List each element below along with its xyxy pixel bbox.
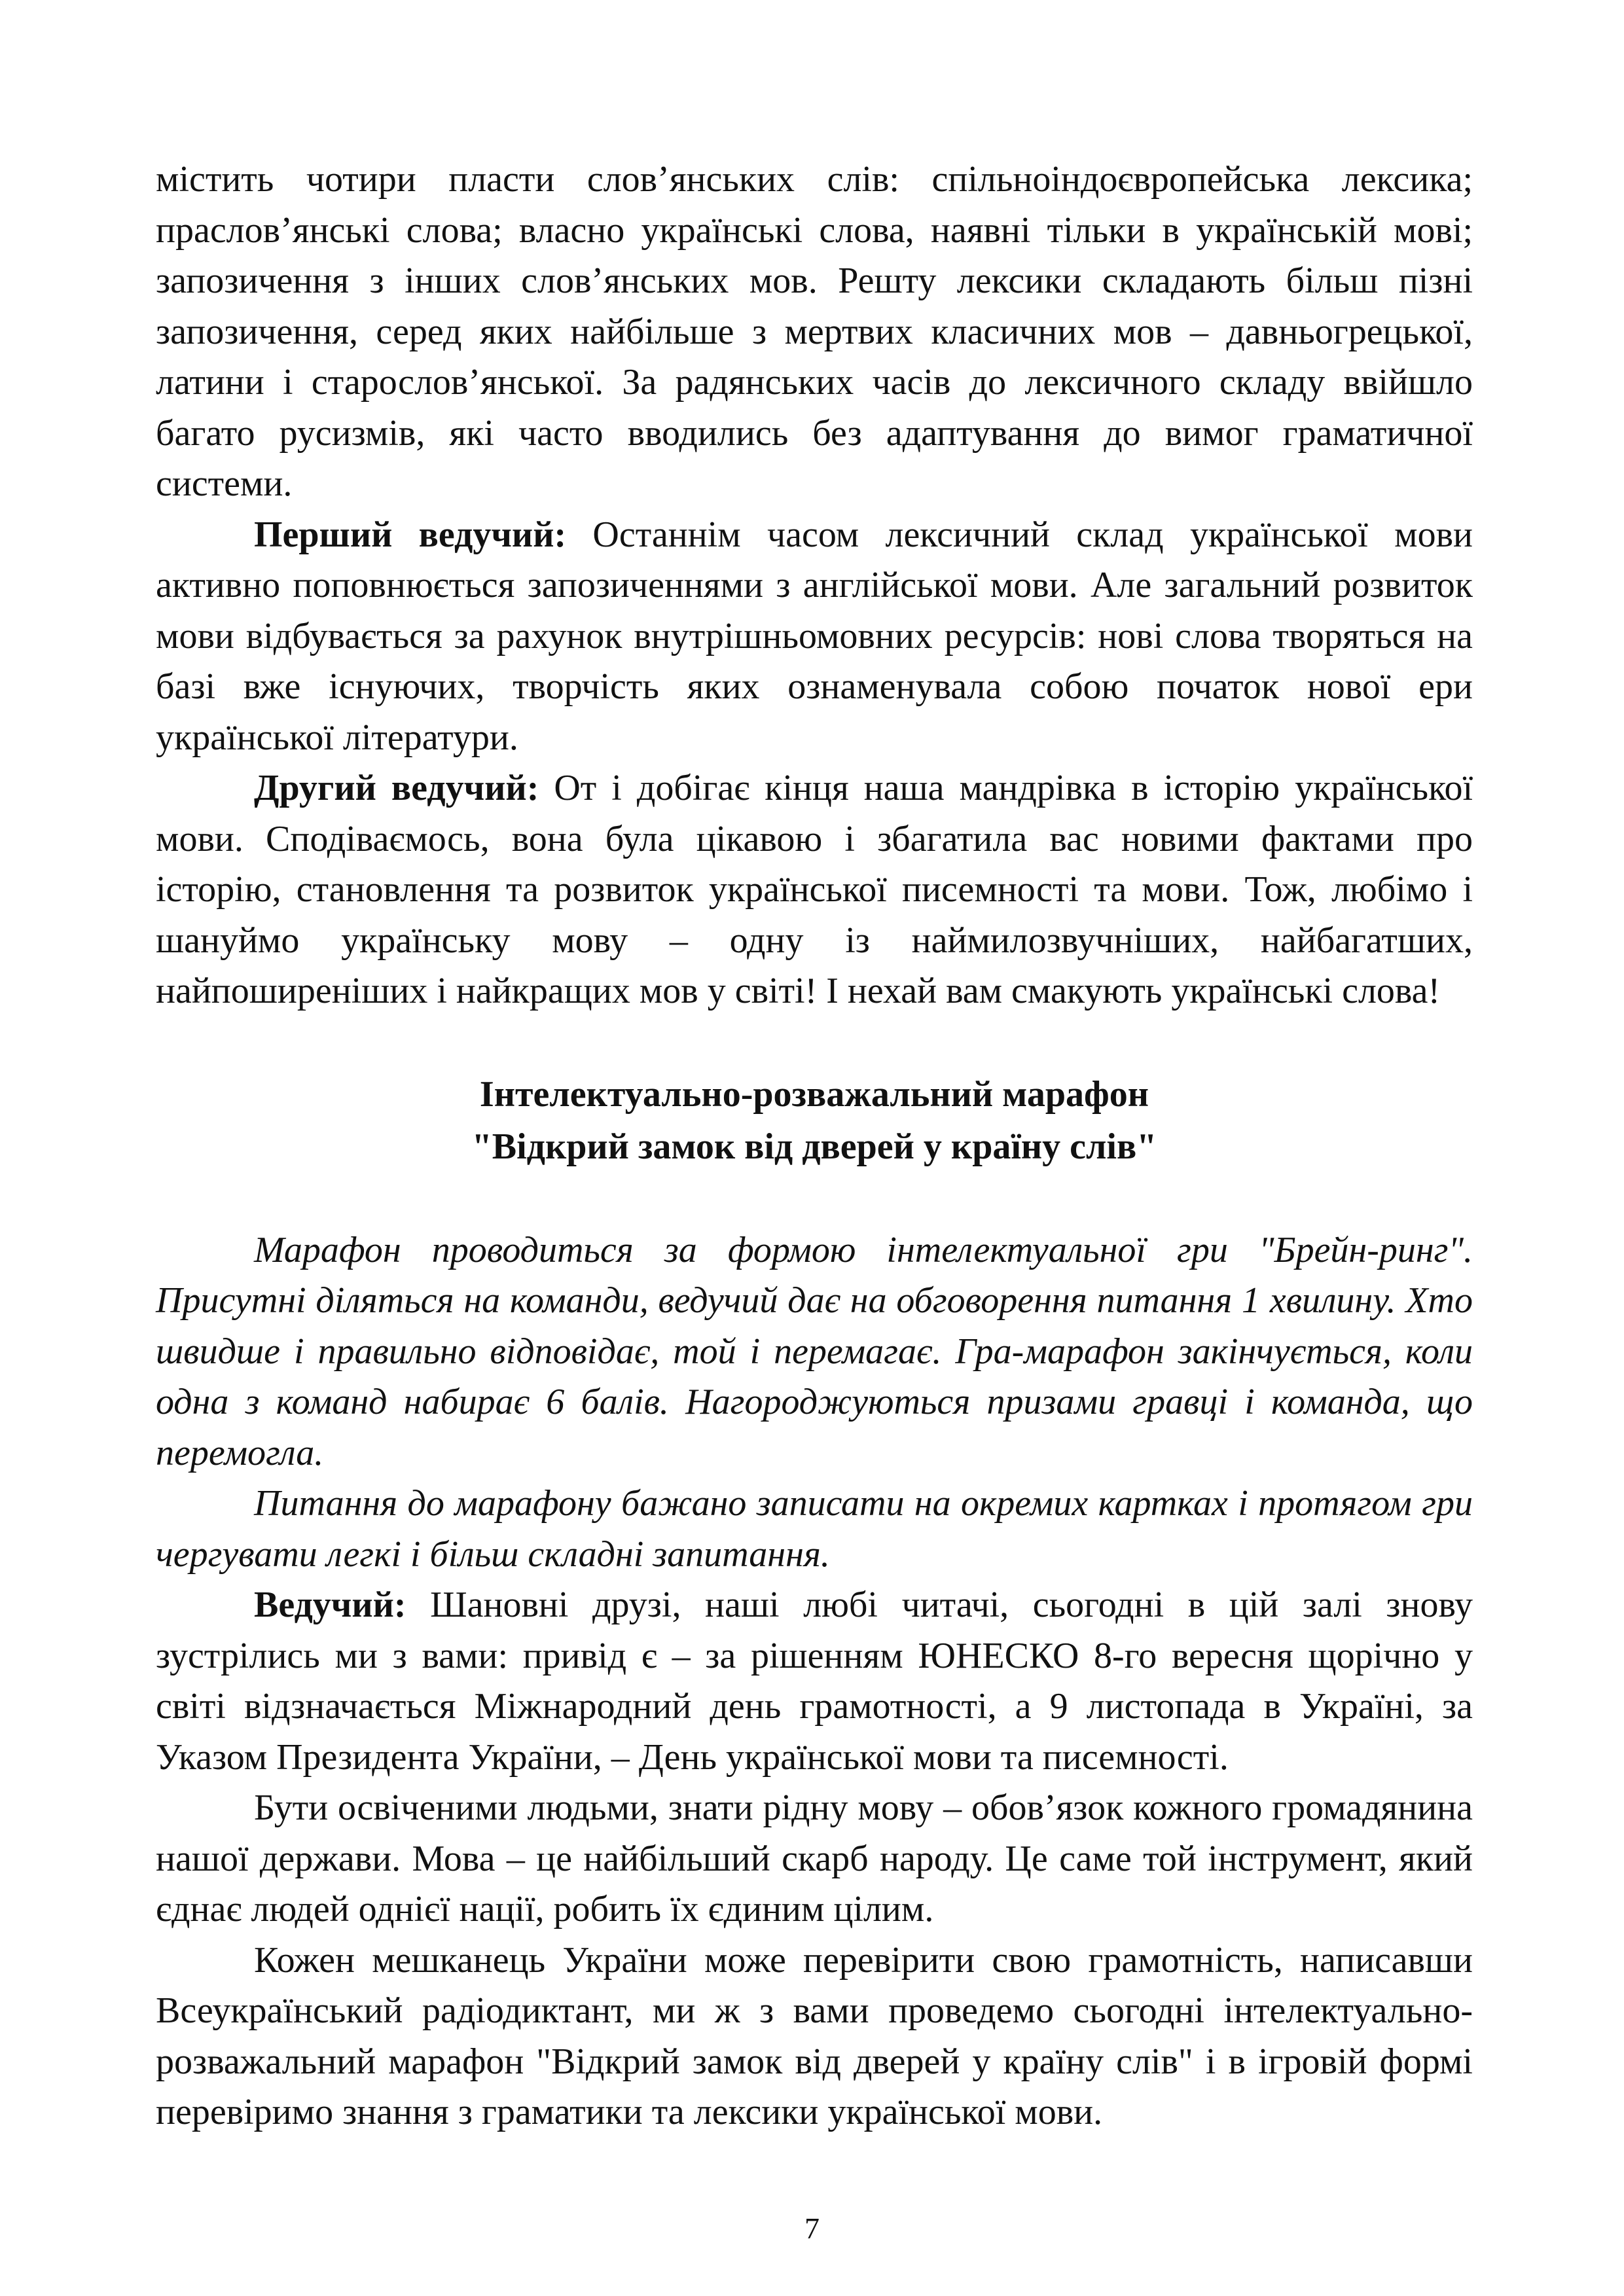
paragraph-marathon-rules: Марафон проводиться за формою інтелектуальної гри "Брейн-ринг". Присутні діляться на команди, ведучий дає на обговорення питання 1 хвилину. Хто швидше і правильно відповідає, той і перемагає. Гра-марафон закінчується, коли одна з команд набирає 6 балів. Нагороджуються призами гравці і команда, що перемогла.: [156, 1229, 1473, 1473]
document-page: [156, 154, 1473, 2138]
speaker-label-second-host: Другий ведучий:: [254, 768, 539, 808]
paragraph-radio-dictation: Кожен мешканець України може перевірити свою грамотність, написавши Всеукраїнський радіодиктант, ми ж з вами проведемо сьогодні інтелектуально-розважальний марафон "Відкрий замок від дверей у країну слів" і в ігровій формі перевіримо знання з граматики та лексики української мови.: [156, 1939, 1473, 2132]
speaker-label-host: Ведучий:: [254, 1585, 406, 1625]
paragraph-question-cards: Питання до марафону бажано записати на окремих картках і протягом гри чергувати легкі і більш складні запитання.: [156, 1483, 1473, 1575]
speaker-text-first-host: Останнім часом лексичний склад української мови активно поповнюється запозиченнями з англійської мови. Але загальний розвиток мови відбувається за рахунок внутрішньомовних ресурсів: нові слова творяться на базі вже існуючих, творчість яких ознаменувала собою початок нової ери української літератури.: [156, 514, 1473, 758]
paragraph-educated-people: Бути освіченими людьми, знати рідну мову – обов’язок кожного громадянина нашої держави. Мова – це найбільший скарб народу. Це саме той інструмент, який єднає людей однієї нації, робить їх єдиним цілим.: [156, 1787, 1473, 1929]
page-number: 7: [804, 2212, 820, 2245]
speaker-label-first-host: Перший ведучий:: [254, 514, 567, 555]
paragraph-second-host: [156, 763, 1473, 1017]
paragraph-lexicon-layers: містить чотири пласти слов’янських слів: спільноіндоєвропейська лексика; праслов’янські слова; власно українські слова, наявні тільки в українській мові; запозичення з інших слов’янських мов. Решту лексики складають більш пізні запозичення, серед яких найбільше з мертвих класичних мов – давньогрецької, латини і старослов’янської. За радянських часів до лексичного складу ввійшло багато русизмів, які часто вводились без адаптування до вимог граматичної системи.: [156, 159, 1473, 504]
paragraph-host-greeting: [156, 1580, 1473, 1783]
section-title-line-2: "Відкрий замок від дверей у країну слів": [471, 1126, 1157, 1167]
section-title-line-1: Інтелектуально-розважальний марафон: [479, 1073, 1149, 1115]
section-title: [156, 1068, 1473, 1173]
paragraph-first-host: [156, 510, 1473, 764]
speaker-text-second-host: От і добігає кінця наша мандрівка в історію української мови. Сподіваємось, вона була цікавою і збагатила вас новими фактами про історію, становлення та розвиток української писемності та мови. Тож, любімо і шануймо українську мову – одну із наймилозвучніших, найбагатших, найпоширеніших і найкращих мов у світі! І нехай вам смакують українські слова!: [156, 768, 1473, 1011]
speaker-text-host: Шановні друзі, наші любі читачі, сьогодні в цій залі знову зустрілись ми з вами: привід є – за рішенням ЮНЕСКО 8-го вересня щорічно у світі відзначається Міжнародний день грамотності, а 9 листопада в Україні, за Указом Президента України, – День української мови та писемності.: [156, 1585, 1473, 1778]
